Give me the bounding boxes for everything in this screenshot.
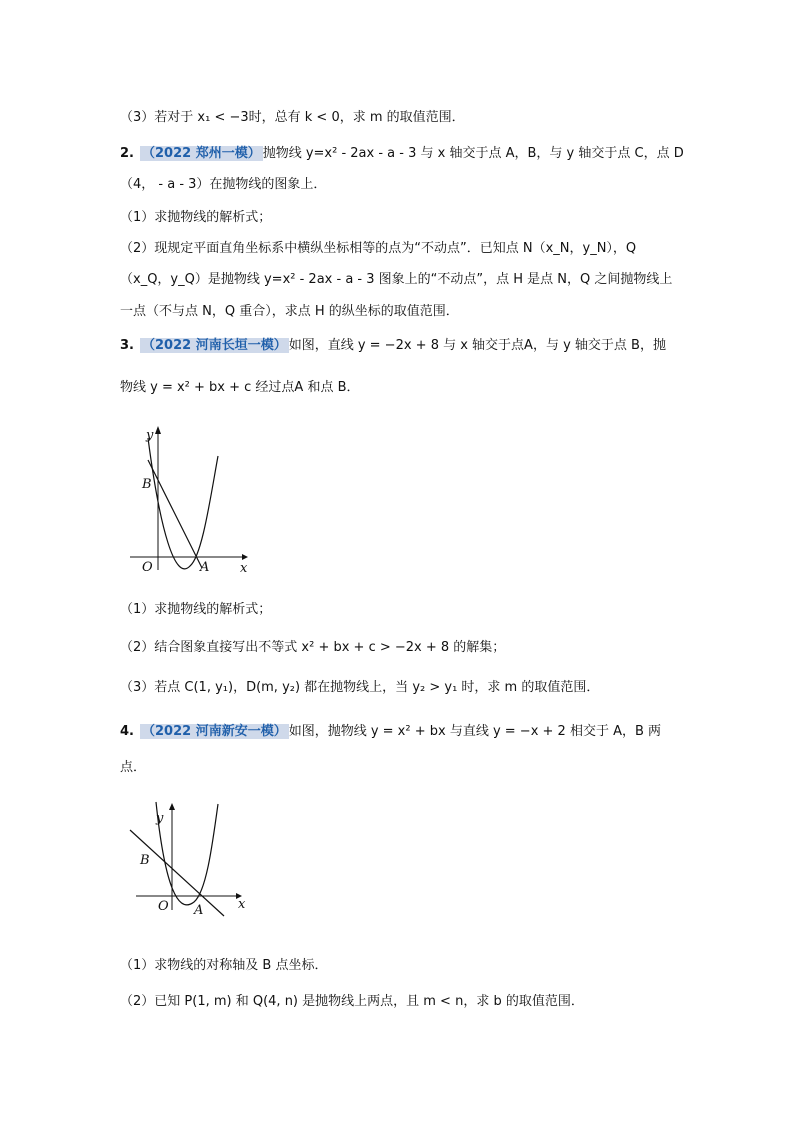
problem-4-header <box>120 722 661 742</box>
parabola <box>156 802 218 905</box>
line-9: 物线 y = x² + bx + c 经过点A 和点 B． <box>120 380 360 395</box>
y-label: y <box>146 428 154 443</box>
line-12: （3）若点 C(1, y₁)，D(m, y₂) 都在抛物线上，当 y₂ > y₁ 时，求 m 的取值范围． <box>120 680 600 695</box>
point-a-label: A <box>194 903 204 918</box>
line-11: （2）结合图象直接写出不等式 x² + bx + c > −2x + 8 的解集； <box>120 640 506 655</box>
line-4: （1）求抛物线的解析式； <box>120 210 272 225</box>
problem-number: 4. <box>120 724 134 739</box>
figure-2 <box>120 798 260 928</box>
line-1: （3）若对于 x₁ < −3时，总有 k < 0，求 m 的取值范围． <box>120 110 465 125</box>
problem-text: 如图，抛物线 y = x² + bx 与直线 y = −x + 2 相交于 A，B 两 <box>288 724 662 739</box>
problem-text: 抛物线 y=x² - 2ax - a - 3 与 x 轴交于点 A，B，与 y 轴交于点 C，点 D <box>262 146 684 161</box>
x-label: x <box>240 561 248 576</box>
y-axis-arrow <box>169 803 175 810</box>
x-axis-arrow <box>242 554 248 560</box>
line-15: （1）求物线的对称轴及 B 点坐标． <box>120 958 328 973</box>
source-tag: （2022 河南长垣一模） <box>141 338 287 353</box>
line-graph <box>148 460 202 568</box>
origin-label: O <box>142 560 153 575</box>
figure-1 <box>120 420 260 580</box>
source-tag: （2022 河南新安一模） <box>141 724 287 739</box>
problem-3-header <box>120 336 666 356</box>
problem-2-header <box>120 144 684 164</box>
line-5: （2）现规定平面直角坐标系中横纵坐标相等的点为“不动点”．已知点 N（x_N，y_N），Q <box>120 241 637 256</box>
origin-label: O <box>158 899 169 914</box>
point-a-label: A <box>200 560 210 575</box>
problem-number: 2. <box>120 146 134 161</box>
source-tag: （2022 郑州一模） <box>141 146 261 161</box>
line-14: 点． <box>120 760 147 775</box>
point-b-label: B <box>140 853 150 868</box>
line-3: （4， - a - 3）在抛物线的图象上． <box>120 177 327 192</box>
point-b-label: B <box>142 477 152 492</box>
line-10: （1）求抛物线的解析式； <box>120 602 272 617</box>
y-label: y <box>156 811 164 826</box>
x-label: x <box>238 897 246 912</box>
line-7: 一点（不与点 N，Q 重合），求点 H 的纵坐标的取值范围． <box>120 304 459 319</box>
line-6: （x_Q，y_Q）是抛物线 y=x² - 2ax - a - 3 图象上的“不动点”，点 H 是点 N，Q 之间抛物线上 <box>120 272 673 287</box>
problem-text: 如图，直线 y = −2x + 8 与 x 轴交于点A，与 y 轴交于点 B，抛 <box>288 338 666 353</box>
line-graph <box>130 830 224 916</box>
problem-number: 3. <box>120 338 134 353</box>
y-axis-arrow <box>155 426 161 434</box>
line-16: （2）已知 P(1, m) 和 Q(4, n) 是抛物线上两点，且 m < n，求 b 的取值范围． <box>120 994 584 1009</box>
